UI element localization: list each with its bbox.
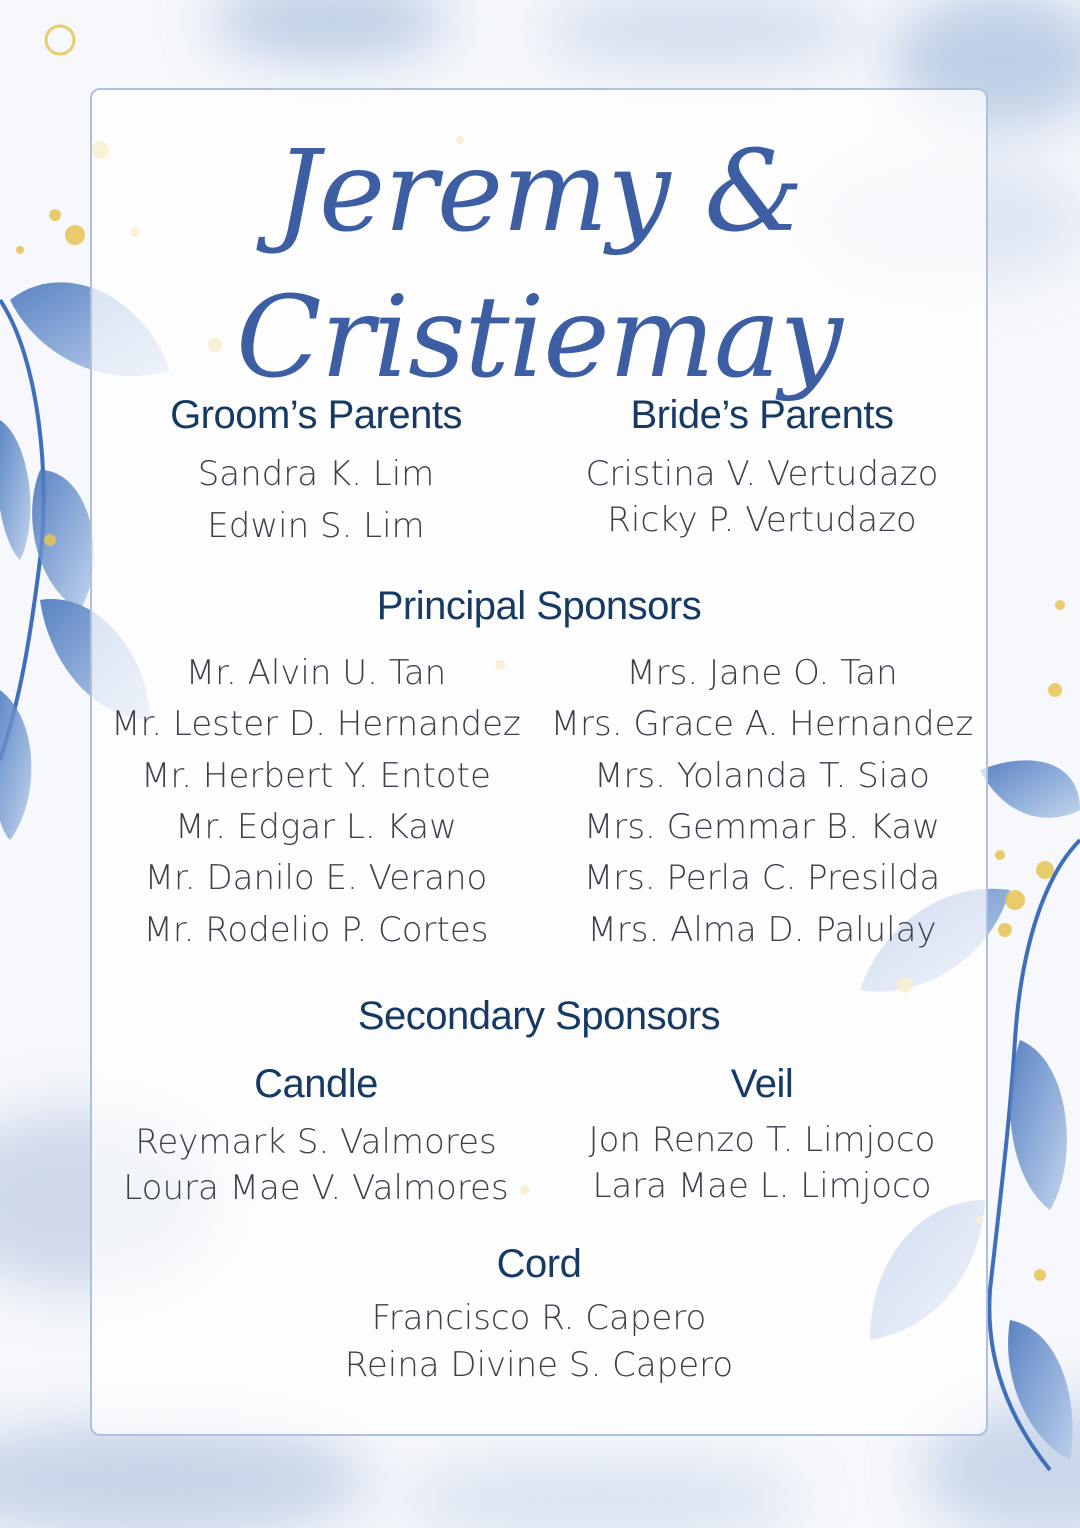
secondary-sponsors-heading: Secondary Sponsors <box>357 994 721 1038</box>
principal-sponsor-female: Mrs. Perla C. Presilda <box>583 858 941 898</box>
principal-sponsor-female: Mrs. Jane O. Tan <box>626 653 898 693</box>
candle-sponsor-name: Loura Mae V. Valmores <box>123 1168 509 1208</box>
grooms-parent-name: Sandra K. Lim <box>197 454 435 494</box>
principal-sponsor-male: Mr. Rodelio P. Cortes <box>143 910 489 950</box>
veil-heading: Veil <box>730 1062 794 1106</box>
principal-sponsor-female: Mrs. Gemmar B. Kaw <box>584 807 940 847</box>
principal-sponsor-female: Mrs. Yolanda T. Siao <box>594 756 930 796</box>
principal-sponsors-heading: Principal Sponsors <box>376 584 702 628</box>
principal-sponsor-male: Mr. Danilo E. Verano <box>144 858 488 898</box>
grooms-parent-name: Edwin S. Lim <box>207 506 425 546</box>
veil-sponsor-name: Lara Mae L. Limjoco <box>592 1166 932 1206</box>
principal-sponsor-female: Mrs. Grace A. Hernandez <box>550 704 974 744</box>
principal-sponsor-male: Mr. Alvin U. Tan <box>185 653 447 693</box>
principal-sponsor-female: Mrs. Alma D. Palulay <box>587 910 937 950</box>
cord-sponsor-name: Francisco R. Capero <box>371 1298 707 1338</box>
veil-sponsor-name: Jon Renzo T. Limjoco <box>588 1120 936 1160</box>
principal-sponsor-male: Mr. Lester D. Hernandez <box>111 704 521 744</box>
candle-sponsor-name: Reymark S. Valmores <box>135 1122 497 1162</box>
principal-sponsor-male: Mr. Edgar L. Kaw <box>175 807 457 847</box>
brides-parents-heading: Bride’s Parents <box>630 393 894 437</box>
brides-parent-name: Cristina V. Vertudazo <box>585 454 939 494</box>
grooms-parents-heading: Groom’s Parents <box>170 393 462 437</box>
cord-sponsor-name: Reina Divine S. Capero <box>344 1345 734 1385</box>
cord-heading: Cord <box>496 1242 582 1286</box>
candle-heading: Candle <box>254 1062 378 1106</box>
principal-sponsor-male: Mr. Herbert Y. Entote <box>141 756 491 796</box>
couple-title: Jeremy & Cristiemay <box>236 127 842 403</box>
brides-parent-name: Ricky P. Vertudazo <box>607 500 917 540</box>
